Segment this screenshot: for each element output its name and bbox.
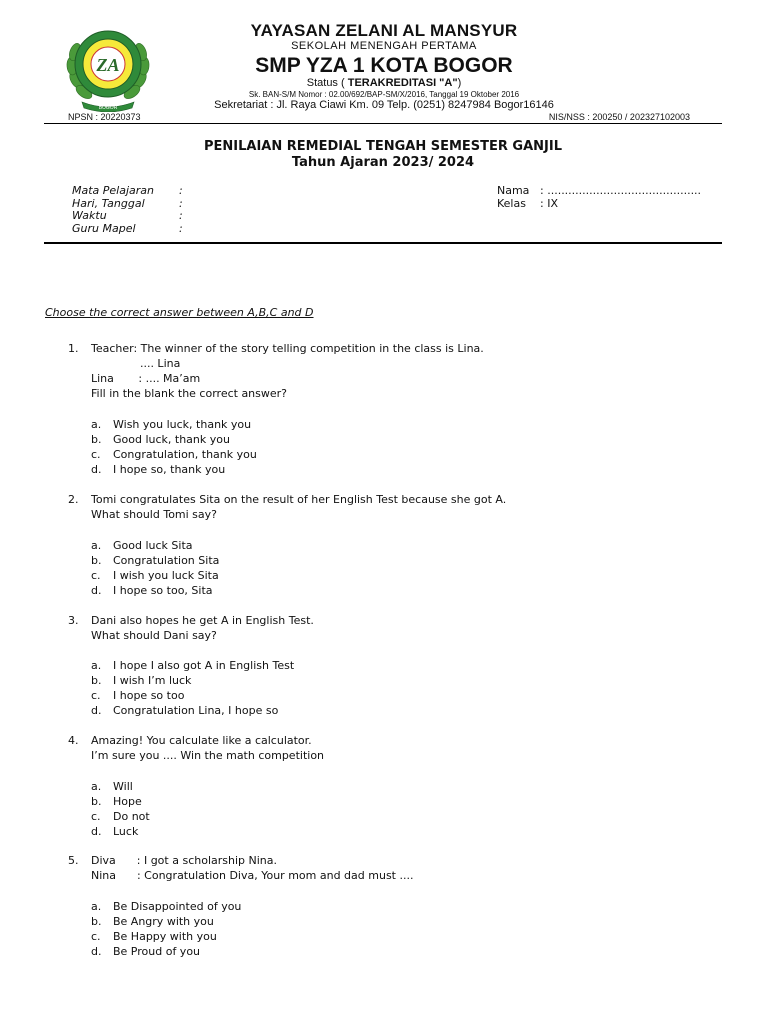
question-number: 2. [68,493,79,506]
option-text: Congratulation Sita [113,554,220,567]
school-name: SMP YZA 1 KOTA BOGOR [255,54,513,77]
option-text: Congratulation, thank you [113,448,257,461]
option-letter: b. [91,915,102,928]
logo-monogram: ZA [96,55,120,75]
npsn-number: NPSN : 20220373 [68,112,141,122]
accreditation-decree: Sk. BAN-S/M Nomor : 02.00/692/BAP-SM/X/2016, Tanggal 19 Oktober 2016 [248,90,520,99]
option-letter: c. [91,569,101,582]
option-text: I hope so, thank you [113,463,226,476]
option-text: Luck [113,825,139,838]
option-text: I hope so too [113,689,185,702]
option-text: Hope [113,795,142,808]
info-row-class [497,198,717,211]
option-text: Be Angry with you [113,915,214,928]
question-number: 4. [68,734,79,747]
info-colon: : [179,184,183,197]
logo-city: BOGOR [98,105,118,111]
letterhead-divider [44,123,722,124]
option-text: Good luck Sita [113,539,193,552]
instruction: Choose the correct answer between A,B,C and D [45,306,314,319]
option-letter: d. [91,825,102,838]
info-row-name [497,185,717,198]
option-text: Congratulation Lina, I hope so [113,704,279,717]
question-text: Tomi congratulates Sita on the result of her English Test because she got A. [91,493,507,506]
exam-year: Tahun Ajaran 2023/ 2024 [291,155,475,170]
option-text: I wish I’m luck [113,674,192,687]
info-label: Waktu [72,209,107,222]
info-label: Kelas [497,196,526,210]
class-field: : IX [540,196,558,210]
info-colon: : [179,221,183,235]
info-left [72,185,212,235]
question-number: 1. [68,342,79,355]
status-value: TERAKREDITASI "A" [347,77,458,89]
option-letter: b. [91,674,102,687]
accreditation-status [180,77,588,89]
option-text: Good luck, thank you [113,433,230,446]
option-text: I wish you luck Sita [113,569,219,582]
info-label: Nama [497,184,530,197]
option-text: Be Disappointed of you [113,900,242,913]
option-text: Will [113,780,133,793]
info-colon: : [179,209,183,222]
option-letter: b. [91,433,102,446]
option-text: I hope so too, Sita [113,584,213,597]
question-text: Nina : Congratulation Diva, Your mom and dad must .... [91,869,414,882]
question-text: What should Tomi say? [91,508,218,521]
option-text: Be Proud of you [113,945,201,958]
option-text: Do not [113,810,150,823]
info-label: Mata Pelajaran [72,184,155,197]
question-text: Amazing! You calculate like a calculator. [91,734,312,747]
info-divider [44,242,722,244]
option-letter: d. [91,463,102,476]
school-level: SEKOLAH MENENGAH PERTAMA [291,40,477,52]
option-text: Be Happy with you [113,930,217,943]
option-letter: d. [91,704,102,717]
status-suffix: ) [457,77,462,89]
school-address: Sekretariat : Jl. Raya Ciawi Km. 09 Telp. (0251) 8247984 Bogor16146 [214,99,554,111]
option-letter: c. [91,448,101,461]
info-colon: : [179,196,183,210]
question-text: I’m sure you .... Win the math competition [91,749,325,762]
option-letter: a. [91,780,102,793]
option-letter: d. [91,584,102,597]
option-text: I hope I also got A in English Test [113,659,295,672]
question-text: Dani also hopes he get A in English Test. [91,614,314,627]
question-number: 5. [68,854,79,867]
info-right [497,185,717,210]
info-label: Hari, Tanggal [72,196,145,210]
exam-title: PENILAIAN REMEDIAL TENGAH SEMESTER GANJIL [203,139,563,154]
option-letter: c. [91,930,101,943]
option-letter: c. [91,810,101,823]
school-logo [62,20,154,112]
status-prefix: Status ( [306,77,348,89]
question-text: Diva : I got a scholarship Nina. [91,854,277,867]
name-field: : ............................................ [540,184,702,197]
question-text: Teacher: The winner of the story telling competition in the class is Lina. [91,342,484,355]
option-letter: c. [91,689,101,702]
question-text: What should Dani say? [91,629,217,642]
nis-number: NIS/NSS : 200250 / 202327102003 [548,112,690,122]
option-letter: a. [91,418,102,431]
option-text: Wish you luck, thank you [113,418,252,431]
option-letter: a. [91,539,102,552]
question-text: Fill in the blank the correct answer? [91,387,288,400]
option-letter: b. [91,795,102,808]
info-row-teacher [72,223,212,236]
question-number: 3. [68,614,79,627]
question-text: .... Lina [91,357,181,370]
option-letter: d. [91,945,102,958]
foundation-name: YAYASAN ZELANI AL MANSYUR [250,21,518,40]
option-letter: b. [91,554,102,567]
option-letter: a. [91,900,102,913]
option-letter: a. [91,659,102,672]
info-label: Guru Mapel [72,221,136,235]
question-text: Lina : .... Ma’am [91,372,201,385]
